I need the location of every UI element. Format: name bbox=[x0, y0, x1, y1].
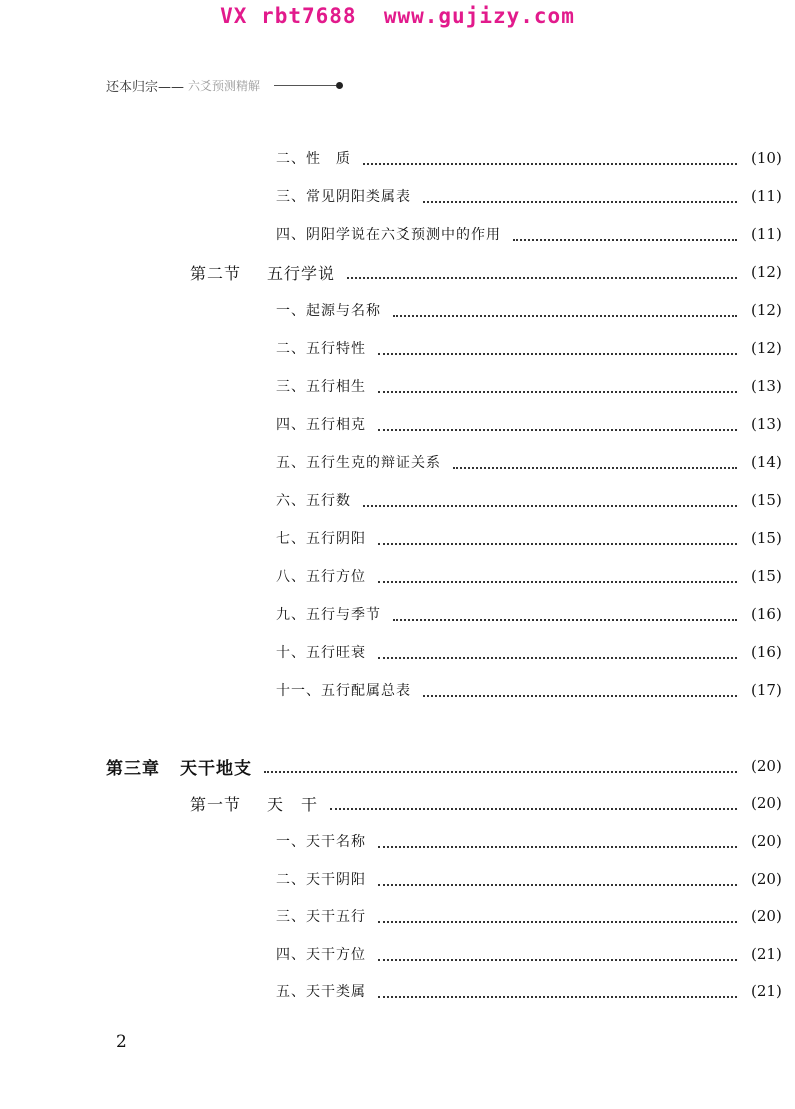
toc-entry-title: 三、常见阴阳类属表 bbox=[276, 189, 411, 205]
running-header bbox=[106, 76, 343, 95]
toc-section-number: 第二节 bbox=[190, 263, 242, 283]
toc-chapter-title bbox=[106, 754, 252, 779]
toc-entry[interactable] bbox=[0, 602, 795, 626]
toc-leader-dots bbox=[393, 607, 737, 621]
toc-chapter-entry[interactable] bbox=[0, 754, 795, 778]
toc-entry-title: 四、阴阳学说在六爻预测中的作用 bbox=[276, 227, 501, 243]
running-header-title: 还本归宗—— bbox=[106, 80, 185, 95]
toc-section-title bbox=[190, 792, 318, 815]
toc-entry[interactable] bbox=[0, 678, 795, 702]
toc-entry-page: (21) bbox=[751, 982, 782, 1000]
toc-leader-dots bbox=[513, 227, 737, 241]
toc-entry-page: (12) bbox=[751, 339, 782, 357]
toc-leader-dots bbox=[453, 455, 737, 469]
toc-leader-dots bbox=[423, 683, 737, 697]
toc-entry[interactable] bbox=[0, 374, 795, 398]
toc-entry-page: (20) bbox=[751, 907, 782, 925]
toc-entry-page: (20) bbox=[751, 870, 782, 888]
toc-entry[interactable] bbox=[0, 526, 795, 550]
toc-leader-dots bbox=[378, 645, 737, 659]
toc-leader-dots bbox=[393, 303, 737, 317]
toc-chapter-label: 天干地支 bbox=[180, 758, 252, 779]
toc-entry-title: 五、天干类属 bbox=[276, 984, 366, 1000]
header-bullet-icon bbox=[336, 82, 343, 89]
toc-entry-page: (11) bbox=[751, 187, 782, 205]
toc-leader-dots bbox=[423, 189, 737, 203]
toc-entry-page: (14) bbox=[751, 453, 782, 471]
toc-entry[interactable] bbox=[0, 488, 795, 512]
toc-entry-title: 二、五行特性 bbox=[276, 341, 366, 357]
toc-leader-dots bbox=[378, 909, 737, 923]
toc-entry-page: (21) bbox=[751, 945, 782, 963]
toc-entry-title: 五、五行生克的辩证关系 bbox=[276, 455, 441, 471]
toc-entry-title: 九、五行与季节 bbox=[276, 607, 381, 623]
toc-entry-title: 八、五行方位 bbox=[276, 569, 366, 585]
toc-entry[interactable] bbox=[0, 640, 795, 664]
toc-entry-title: 六、五行数 bbox=[276, 493, 351, 509]
toc-entry-title: 七、五行阴阳 bbox=[276, 531, 366, 547]
toc-entry-page: (15) bbox=[751, 491, 782, 509]
toc-entry-page: (16) bbox=[751, 643, 782, 661]
toc-entry-page: (11) bbox=[751, 225, 782, 243]
toc-entry-title: 十一、五行配属总表 bbox=[276, 683, 411, 699]
toc-leader-dots bbox=[378, 872, 737, 886]
toc-section-label: 五行学说 bbox=[267, 263, 336, 283]
toc-entry-page: (15) bbox=[751, 567, 782, 585]
toc-leader-dots bbox=[378, 834, 737, 848]
toc-leader-dots bbox=[330, 796, 737, 810]
toc-entry[interactable] bbox=[0, 146, 795, 170]
toc-leader-dots bbox=[264, 759, 737, 773]
toc-section-label: 天 干 bbox=[267, 794, 319, 814]
toc-entry[interactable] bbox=[0, 904, 795, 928]
toc-entry-page: (13) bbox=[751, 377, 782, 395]
toc-entry-page: (16) bbox=[751, 605, 782, 623]
watermark-text: VX rbt7688 www.gujizy.com bbox=[220, 4, 575, 28]
toc-leader-dots bbox=[378, 417, 737, 431]
toc-entry[interactable] bbox=[0, 829, 795, 853]
toc-entry-title: 一、天干名称 bbox=[276, 834, 366, 850]
toc-leader-dots bbox=[363, 493, 737, 507]
toc-entry-title: 四、五行相克 bbox=[276, 417, 366, 433]
toc-entry-page: (15) bbox=[751, 529, 782, 547]
header-rule bbox=[274, 85, 336, 86]
toc-entry-page: (10) bbox=[751, 149, 782, 167]
toc-entry[interactable] bbox=[0, 184, 795, 208]
toc-entry-title: 二、性 质 bbox=[276, 151, 351, 167]
toc-chapter-number: 第三章 bbox=[106, 758, 160, 779]
toc-entry-page: (20) bbox=[751, 794, 782, 812]
toc-entry-page: (20) bbox=[751, 757, 782, 775]
toc-entry-title: 三、五行相生 bbox=[276, 379, 366, 395]
toc-entry[interactable] bbox=[0, 979, 795, 1003]
toc-leader-dots bbox=[378, 947, 737, 961]
toc-entry[interactable] bbox=[0, 450, 795, 474]
toc-entry[interactable] bbox=[0, 564, 795, 588]
toc-entry[interactable] bbox=[0, 942, 795, 966]
toc-entry-title: 二、天干阴阳 bbox=[276, 872, 366, 888]
toc-leader-dots bbox=[378, 341, 737, 355]
toc-entry-page: (12) bbox=[751, 301, 782, 319]
toc-entry-page: (17) bbox=[751, 681, 782, 699]
toc-entry-page: (13) bbox=[751, 415, 782, 433]
toc-entry-title: 十、五行旺衰 bbox=[276, 645, 366, 661]
toc-entry[interactable] bbox=[0, 222, 795, 246]
toc-entry[interactable] bbox=[0, 336, 795, 360]
toc-entry[interactable] bbox=[0, 298, 795, 322]
running-header-subtitle: 六爻预测精解 bbox=[188, 79, 261, 93]
toc-leader-dots bbox=[347, 265, 737, 279]
toc-leader-dots bbox=[363, 151, 737, 165]
toc-entry-title: 一、起源与名称 bbox=[276, 303, 381, 319]
toc-entry-page: (12) bbox=[751, 263, 782, 281]
toc-entry[interactable] bbox=[0, 412, 795, 436]
toc-leader-dots bbox=[378, 569, 737, 583]
toc-leader-dots bbox=[378, 379, 737, 393]
toc-leader-dots bbox=[378, 984, 737, 998]
page-number: 2 bbox=[116, 1032, 127, 1052]
toc-section-number: 第一节 bbox=[190, 794, 242, 814]
toc-entry-title: 三、天干五行 bbox=[276, 909, 366, 925]
toc-leader-dots bbox=[378, 531, 737, 545]
toc-entry-page: (20) bbox=[751, 832, 782, 850]
toc-section-entry[interactable] bbox=[0, 260, 795, 284]
toc-entry[interactable] bbox=[0, 867, 795, 891]
toc-section-entry[interactable] bbox=[0, 791, 795, 815]
toc-entry-title: 四、天干方位 bbox=[276, 947, 366, 963]
toc-section-title bbox=[190, 261, 335, 284]
